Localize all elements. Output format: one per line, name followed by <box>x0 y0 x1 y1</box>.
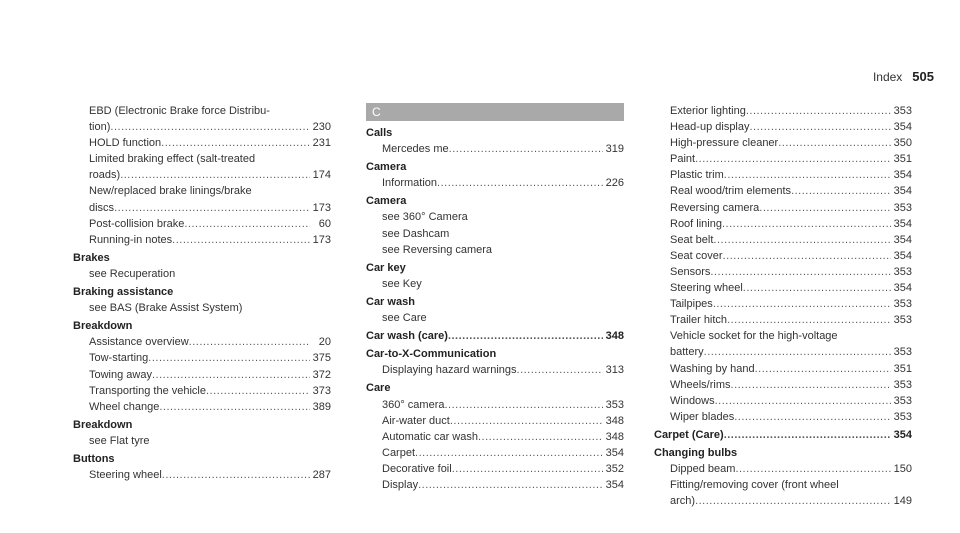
index-subentry: see Dashcam <box>382 227 450 240</box>
index-entry <box>73 216 331 232</box>
dot-leader <box>713 296 891 312</box>
index-subentry: see 360° Camera <box>382 211 468 224</box>
entry-label: Decorative foil <box>382 462 452 475</box>
entry-label: Display <box>382 478 419 491</box>
page-ref: 353 <box>893 394 912 407</box>
entry-label: Transporting the vehicle <box>89 384 206 397</box>
entry-label: Information <box>382 177 438 190</box>
page-ref: 354 <box>605 478 624 491</box>
entry-label: battery <box>670 346 704 359</box>
dot-leader <box>448 328 603 344</box>
index-entry <box>73 383 331 399</box>
index-entry <box>366 477 624 493</box>
dot-leader <box>450 413 603 429</box>
index-entry <box>366 445 624 461</box>
entry-label: Tow-starting <box>89 352 149 365</box>
entry-label: Reversing camera <box>670 201 760 214</box>
index-column-3 <box>654 103 912 509</box>
page-ref: 313 <box>605 364 624 377</box>
page-ref: 373 <box>312 384 331 397</box>
index-subentry: EBD (Electronic Brake force Distribu- <box>89 105 270 117</box>
dot-leader <box>152 367 310 383</box>
page-ref: 287 <box>312 469 331 482</box>
page-ref: 348 <box>605 414 624 427</box>
dot-leader <box>189 334 310 350</box>
dot-leader <box>120 167 309 183</box>
dot-leader <box>704 344 891 360</box>
dot-leader <box>418 477 603 493</box>
index-column-2 <box>366 103 624 493</box>
page-ref: 354 <box>893 185 912 198</box>
index-subentry: see Key <box>382 277 422 290</box>
index-heading: Changing bulbs <box>654 446 738 459</box>
page-ref: 319 <box>605 143 624 156</box>
dot-leader <box>710 264 890 280</box>
index-heading: Breakdown <box>73 320 133 333</box>
page-ref: 354 <box>893 169 912 182</box>
entry-label: Trailer hitch <box>670 314 728 327</box>
page-ref: 353 <box>893 346 912 359</box>
entry-label: Assistance overview <box>89 336 189 349</box>
dot-leader <box>452 461 603 477</box>
index-entry <box>654 264 912 280</box>
entry-label: arch) <box>670 495 696 508</box>
entry-label: Displaying hazard warnings <box>382 364 517 377</box>
index-entry <box>73 232 331 248</box>
dot-leader <box>159 399 309 415</box>
index-heading-entry <box>366 328 624 344</box>
page-ref: 372 <box>312 368 331 381</box>
page-ref: 150 <box>893 463 912 476</box>
dot-leader <box>172 232 309 248</box>
index-heading: Brakes <box>73 251 110 264</box>
page-ref: 149 <box>893 495 912 508</box>
index-entry <box>73 119 331 135</box>
index-entry <box>366 413 624 429</box>
dot-leader <box>517 362 603 378</box>
index-entry <box>654 361 912 377</box>
entry-label: Automatic car wash <box>382 430 478 443</box>
page-ref: 354 <box>893 217 912 230</box>
entry-label: High-pressure cleaner <box>670 137 779 150</box>
page-ref: 353 <box>893 201 912 214</box>
dot-leader <box>734 409 890 425</box>
entry-label: discs <box>89 201 115 214</box>
page-ref: 354 <box>893 121 912 134</box>
dot-leader <box>162 467 310 483</box>
index-heading: Car key <box>366 261 406 274</box>
index-entry <box>654 151 912 167</box>
entry-label: Roof lining <box>670 217 722 230</box>
page-ref: 348 <box>605 430 624 443</box>
dot-leader <box>148 350 309 366</box>
index-heading: Car-to-X-Communication <box>366 348 497 361</box>
index-heading: Care <box>366 382 391 395</box>
dot-leader <box>715 393 891 409</box>
entry-label: Wheels/rims <box>670 378 731 391</box>
dot-leader <box>478 429 603 445</box>
index-entry <box>654 119 912 135</box>
entry-label: Wheel change <box>89 400 160 413</box>
index-entry <box>366 362 624 378</box>
index-subentry: see Flat tyre <box>89 434 150 447</box>
index-heading: Camera <box>366 195 407 208</box>
index-entry <box>73 334 331 350</box>
index-heading: Buttons <box>73 452 115 465</box>
page-ref: 354 <box>893 428 912 441</box>
index-entry <box>366 461 624 477</box>
index-entry <box>366 175 624 191</box>
dot-leader <box>743 280 891 296</box>
entry-label: Seat belt <box>670 233 714 246</box>
index-entry <box>654 135 912 151</box>
index-subentry: see BAS (Brake Assist System) <box>89 302 243 315</box>
entry-label: Towing away <box>89 368 152 381</box>
dot-leader <box>746 103 891 119</box>
dot-leader <box>731 377 891 393</box>
index-heading-entry <box>654 427 912 443</box>
dot-leader <box>713 232 890 248</box>
page-ref: 348 <box>605 330 624 343</box>
page-ref: 351 <box>893 153 912 166</box>
page-ref: 230 <box>312 121 331 134</box>
entry-label: Sensors <box>670 265 711 278</box>
entry-label: Seat cover <box>670 249 723 262</box>
dot-leader <box>445 397 603 413</box>
index-column-1 <box>73 103 331 483</box>
dot-leader <box>110 119 309 135</box>
index-entry <box>654 200 912 216</box>
letter-section-header: C <box>366 103 624 121</box>
entry-label: Real wood/trim elements <box>670 185 792 198</box>
entry-label: Carpet <box>382 446 416 459</box>
index-heading: Car wash <box>366 295 415 308</box>
entry-label: Washing by hand <box>670 362 755 375</box>
dot-leader <box>755 361 891 377</box>
dot-leader <box>759 200 890 216</box>
index-entry <box>366 397 624 413</box>
entry-label: Steering wheel <box>670 282 743 295</box>
dot-leader <box>449 141 603 157</box>
index-subentry: see Recuperation <box>89 267 176 280</box>
dot-leader <box>724 427 891 443</box>
page-ref: 20 <box>318 336 331 349</box>
dot-leader <box>161 135 309 151</box>
dot-leader <box>695 493 891 509</box>
index-subentry: Limited braking effect (salt-treated <box>89 153 256 166</box>
index-subentry: Fitting/removing cover (front wheel <box>670 479 839 492</box>
page-ref: 389 <box>312 400 331 413</box>
page-ref: 354 <box>893 282 912 295</box>
index-entry <box>73 367 331 383</box>
index-entry <box>654 344 912 360</box>
dot-leader <box>437 175 603 191</box>
entry-label: Paint <box>670 153 696 166</box>
dot-leader <box>184 216 310 232</box>
page-ref: 353 <box>893 314 912 327</box>
page-ref: 226 <box>605 177 624 190</box>
index-subentry: Vehicle socket for the high-voltage <box>670 330 838 343</box>
index-entry <box>654 461 912 477</box>
page-ref: 354 <box>605 446 624 459</box>
dot-leader <box>727 312 891 328</box>
index-heading: Camera <box>366 161 407 174</box>
index-subentry: New/replaced brake linings/brake <box>89 185 252 198</box>
page-ref: 173 <box>312 233 331 246</box>
entry-label: tion) <box>89 121 111 134</box>
entry-label: Dipped beam <box>670 463 736 476</box>
index-subentry: see Reversing camera <box>382 243 493 256</box>
dot-leader <box>695 151 891 167</box>
index-entry <box>654 296 912 312</box>
entry-label: roads) <box>89 169 121 182</box>
index-entry <box>654 280 912 296</box>
dot-leader <box>206 383 310 399</box>
index-entry <box>73 167 331 183</box>
index-entry <box>73 135 331 151</box>
entry-label: Air-water duct <box>382 414 450 427</box>
dot-leader <box>114 200 310 216</box>
page-ref: 353 <box>893 265 912 278</box>
entry-label: Wiper blades <box>670 410 735 423</box>
dot-leader <box>415 445 603 461</box>
page-ref: 350 <box>893 137 912 150</box>
entry-label: Car wash (care) <box>366 330 448 343</box>
index-heading: Braking assistance <box>73 286 174 299</box>
entry-label: Head-up display <box>670 121 750 134</box>
page-ref: 173 <box>312 201 331 214</box>
page-ref: 60 <box>318 217 331 230</box>
index-entry <box>654 232 912 248</box>
index-entry <box>366 141 624 157</box>
page-ref: 353 <box>893 105 912 117</box>
index-entry <box>654 183 912 199</box>
dot-leader <box>791 183 891 199</box>
dot-leader <box>723 248 891 264</box>
page-ref: 174 <box>312 169 331 182</box>
entry-label: Plastic trim <box>670 169 724 182</box>
index-entry <box>654 312 912 328</box>
page-ref: 353 <box>893 410 912 423</box>
index-heading: Calls <box>366 127 393 139</box>
page-ref: 351 <box>893 362 912 375</box>
index-entry <box>654 216 912 232</box>
page-ref: 353 <box>605 398 624 411</box>
entry-label: Mercedes me <box>382 143 449 156</box>
entry-label: Post-collision brake <box>89 217 185 230</box>
dot-leader <box>735 461 890 477</box>
dot-leader <box>750 119 891 135</box>
index-label: Index <box>872 70 903 84</box>
entry-label: HOLD function <box>89 137 162 150</box>
page-ref: 231 <box>312 137 331 150</box>
page-ref: 353 <box>893 298 912 311</box>
entry-label: Running-in notes <box>89 233 173 246</box>
page-ref: 375 <box>312 352 331 365</box>
index-entry <box>366 429 624 445</box>
index-entry <box>654 103 912 119</box>
index-entry <box>73 467 331 483</box>
index-entry <box>654 409 912 425</box>
page-ref: 352 <box>605 462 624 475</box>
index-entry <box>654 167 912 183</box>
index-entry <box>654 248 912 264</box>
entry-label: 360° camera <box>382 398 445 411</box>
page-number: 505 <box>912 69 934 84</box>
entry-label: Tailpipes <box>670 298 713 311</box>
index-entry <box>654 393 912 409</box>
dot-leader <box>724 167 891 183</box>
dot-leader <box>778 135 890 151</box>
entry-label: Exterior lighting <box>670 105 746 117</box>
index-heading: Breakdown <box>73 418 133 431</box>
page-ref: 354 <box>893 233 912 246</box>
entry-label: Steering wheel <box>89 469 162 482</box>
dot-leader <box>722 216 891 232</box>
index-entry <box>654 377 912 393</box>
index-entry <box>73 200 331 216</box>
index-entry <box>73 399 331 415</box>
index-entry <box>654 493 912 509</box>
index-subentry: see Care <box>382 312 427 325</box>
page-header <box>873 69 934 84</box>
page-ref: 353 <box>893 378 912 391</box>
page-ref: 354 <box>893 249 912 262</box>
entry-label: Carpet (Care) <box>654 428 724 441</box>
entry-label: Windows <box>670 394 715 407</box>
index-entry <box>73 350 331 366</box>
